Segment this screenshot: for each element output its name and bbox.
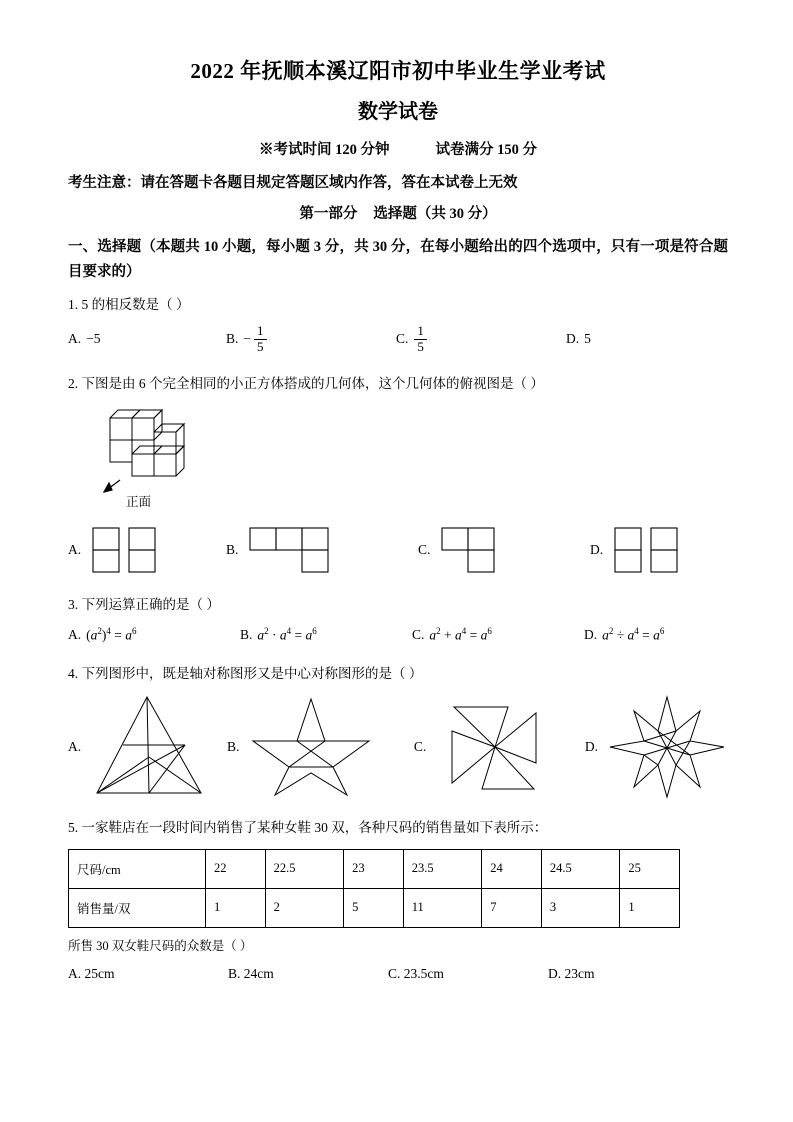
option-label: A.: [68, 542, 82, 558]
question-5-option-a[interactable]: [68, 966, 228, 982]
count-cell: 1: [620, 888, 680, 927]
option-label: A.: [68, 626, 82, 642]
fraction-one-fifth: $\frac{1}{5}$: [254, 324, 267, 355]
question-5-text: [68, 817, 728, 839]
count-cell: 1: [206, 888, 266, 927]
question-2-text: [68, 373, 728, 395]
option-label: A.: [68, 331, 82, 347]
table-row: [69, 849, 680, 888]
option-value: 24cm: [243, 965, 274, 981]
size-cell: 22: [206, 849, 266, 888]
size-cell: 25: [620, 849, 680, 888]
size-cell: 22.5: [265, 849, 344, 888]
question-3-option-a[interactable]: [68, 626, 240, 644]
option-expression: $(a^2)^4 = a^6$: [86, 625, 137, 643]
page-subtitle: 数学试卷: [358, 101, 438, 123]
option-value: 23.5cm: [403, 965, 444, 981]
option-label: A.: [68, 739, 82, 755]
size-cell: 24: [482, 849, 542, 888]
option-label: B.: [226, 331, 239, 347]
top-view-shape-b: [246, 524, 358, 576]
page-content: [68, 55, 728, 982]
question-2-option-d[interactable]: [590, 524, 703, 576]
exam-score: 试卷满分 150 分: [435, 142, 537, 158]
question-1-options: [68, 324, 728, 355]
top-view-shape-c: [438, 524, 530, 576]
option-label: D.: [584, 739, 598, 755]
part-label: 第一部分: [299, 206, 358, 222]
exam-notice: 考生注意：请在答题卡各题目规定答题区域内作答，答在本试卷上无效: [68, 175, 518, 191]
question-4-option-c[interactable]: [414, 693, 585, 801]
question-1-option-d[interactable]: [566, 331, 591, 347]
top-view-shape-d: [611, 524, 703, 576]
question-2-option-c[interactable]: [418, 524, 590, 576]
question-3-option-b[interactable]: [240, 626, 412, 644]
option-label: C.: [388, 965, 401, 981]
question-4-option-d[interactable]: [585, 693, 728, 801]
shoe-sales-table: [68, 849, 680, 928]
option-expression: $a^2 \cdot a^4 = a^6$: [257, 625, 317, 643]
question-1-body: 5 的相反数是（ ）: [81, 297, 190, 313]
fraction-one-fifth: $\frac{1}{5}$: [414, 324, 427, 355]
question-2-option-a[interactable]: [68, 524, 226, 576]
question-3-option-d[interactable]: [584, 626, 664, 644]
option-label: B.: [240, 626, 253, 642]
option-label: C.: [412, 626, 425, 642]
option-expression: $a^2 + a^4 = a^6$: [429, 625, 492, 643]
option-value: 23cm: [564, 965, 595, 981]
section-heading: 一、选择题（本题共 10 小题，每小题 3 分，共 30 分，在每小题给出的四个选项中，只有一项是符合题目要求的）: [68, 239, 728, 280]
question-5-option-d[interactable]: [548, 966, 708, 982]
option-label: C.: [396, 331, 409, 347]
page-title: 2022 年抚顺本溪辽阳市初中毕业生学业考试: [190, 59, 606, 83]
question-3-text: [68, 594, 728, 616]
option-label: D.: [548, 965, 562, 981]
option-value: 5: [584, 331, 591, 347]
question-3-options: [68, 626, 728, 644]
exam-info: [68, 138, 728, 159]
question-3-number: 3.: [68, 597, 79, 613]
question-2-number: 2.: [68, 375, 79, 391]
question-4-text: [68, 663, 728, 685]
size-cell: 23: [344, 849, 404, 888]
question-5-options: [68, 966, 728, 982]
option-label: C.: [418, 542, 431, 558]
exam-time: ※考试时间 120 分钟: [259, 142, 390, 158]
question-3-option-c[interactable]: [412, 626, 584, 644]
size-cell: 23.5: [403, 849, 482, 888]
size-cell: 24.5: [541, 849, 620, 888]
count-cell: 3: [541, 888, 620, 927]
cube-stack-icon: [90, 404, 220, 496]
question-1-option-c[interactable]: [396, 324, 566, 355]
option-label: B.: [226, 542, 239, 558]
question-5-body: 一家鞋店在一段时间内销售了某种女鞋 30 双，各种尺码的销售量如下表所示：: [81, 820, 548, 836]
triangle-figure-icon: [89, 693, 207, 801]
option-value: 25cm: [84, 965, 115, 981]
eight-point-star-icon: [606, 693, 728, 801]
option-expression: $a^2 \div a^4 = a^6$: [602, 625, 665, 643]
question-5-subtext: 所售 30 双女鞋尺码的众数是（ ）: [68, 938, 253, 953]
question-4-option-a[interactable]: [68, 693, 227, 801]
count-cell: 11: [403, 888, 482, 927]
row-header-size: 尺码/cm: [69, 849, 206, 888]
row-header-count: 销售量/双: [69, 888, 206, 927]
question-2-body: 下图是由 6 个完全相同的小正方体搭成的几何体，这个几何体的俯视图是（ ）: [81, 375, 544, 391]
option-label: D.: [590, 542, 604, 558]
part-name: 选择题（共 30 分）: [373, 206, 497, 222]
question-2-figure: [90, 404, 728, 510]
question-4-number: 4.: [68, 666, 79, 682]
question-5-number: 5.: [68, 820, 79, 836]
question-5-option-c[interactable]: [388, 966, 548, 982]
count-cell: 5: [344, 888, 404, 927]
question-3-body: 下列运算正确的是（ ）: [81, 597, 220, 613]
question-4-body: 下列图形中，既是轴对称图形又是中心对称图形的是（ ）: [81, 666, 423, 682]
question-1-option-a[interactable]: [68, 331, 226, 347]
question-2-option-b[interactable]: [226, 524, 418, 576]
option-label: D.: [566, 331, 580, 347]
five-point-star-icon: [247, 693, 375, 801]
count-cell: 2: [265, 888, 344, 927]
option-label: A.: [68, 965, 82, 981]
minus-sign: −: [243, 331, 252, 347]
option-label: D.: [584, 626, 598, 642]
table-row: [69, 888, 680, 927]
option-label: B.: [227, 739, 240, 755]
count-cell: 7: [482, 888, 542, 927]
question-1-text: [68, 294, 728, 316]
top-view-shape-a: [89, 524, 181, 576]
question-4-options: [68, 693, 728, 801]
pinwheel-icon: [434, 693, 556, 801]
question-4-option-b[interactable]: [227, 693, 414, 801]
question-2-figure-caption: 正面: [126, 495, 152, 510]
question-5-option-b[interactable]: [228, 966, 388, 982]
question-1-number: 1.: [68, 297, 79, 313]
option-value: −5: [86, 331, 101, 347]
part-heading: [68, 202, 728, 223]
option-label: C.: [413, 739, 427, 755]
question-2-options: [68, 524, 728, 576]
question-1-option-b[interactable]: [226, 324, 396, 355]
option-label: B.: [228, 965, 241, 981]
